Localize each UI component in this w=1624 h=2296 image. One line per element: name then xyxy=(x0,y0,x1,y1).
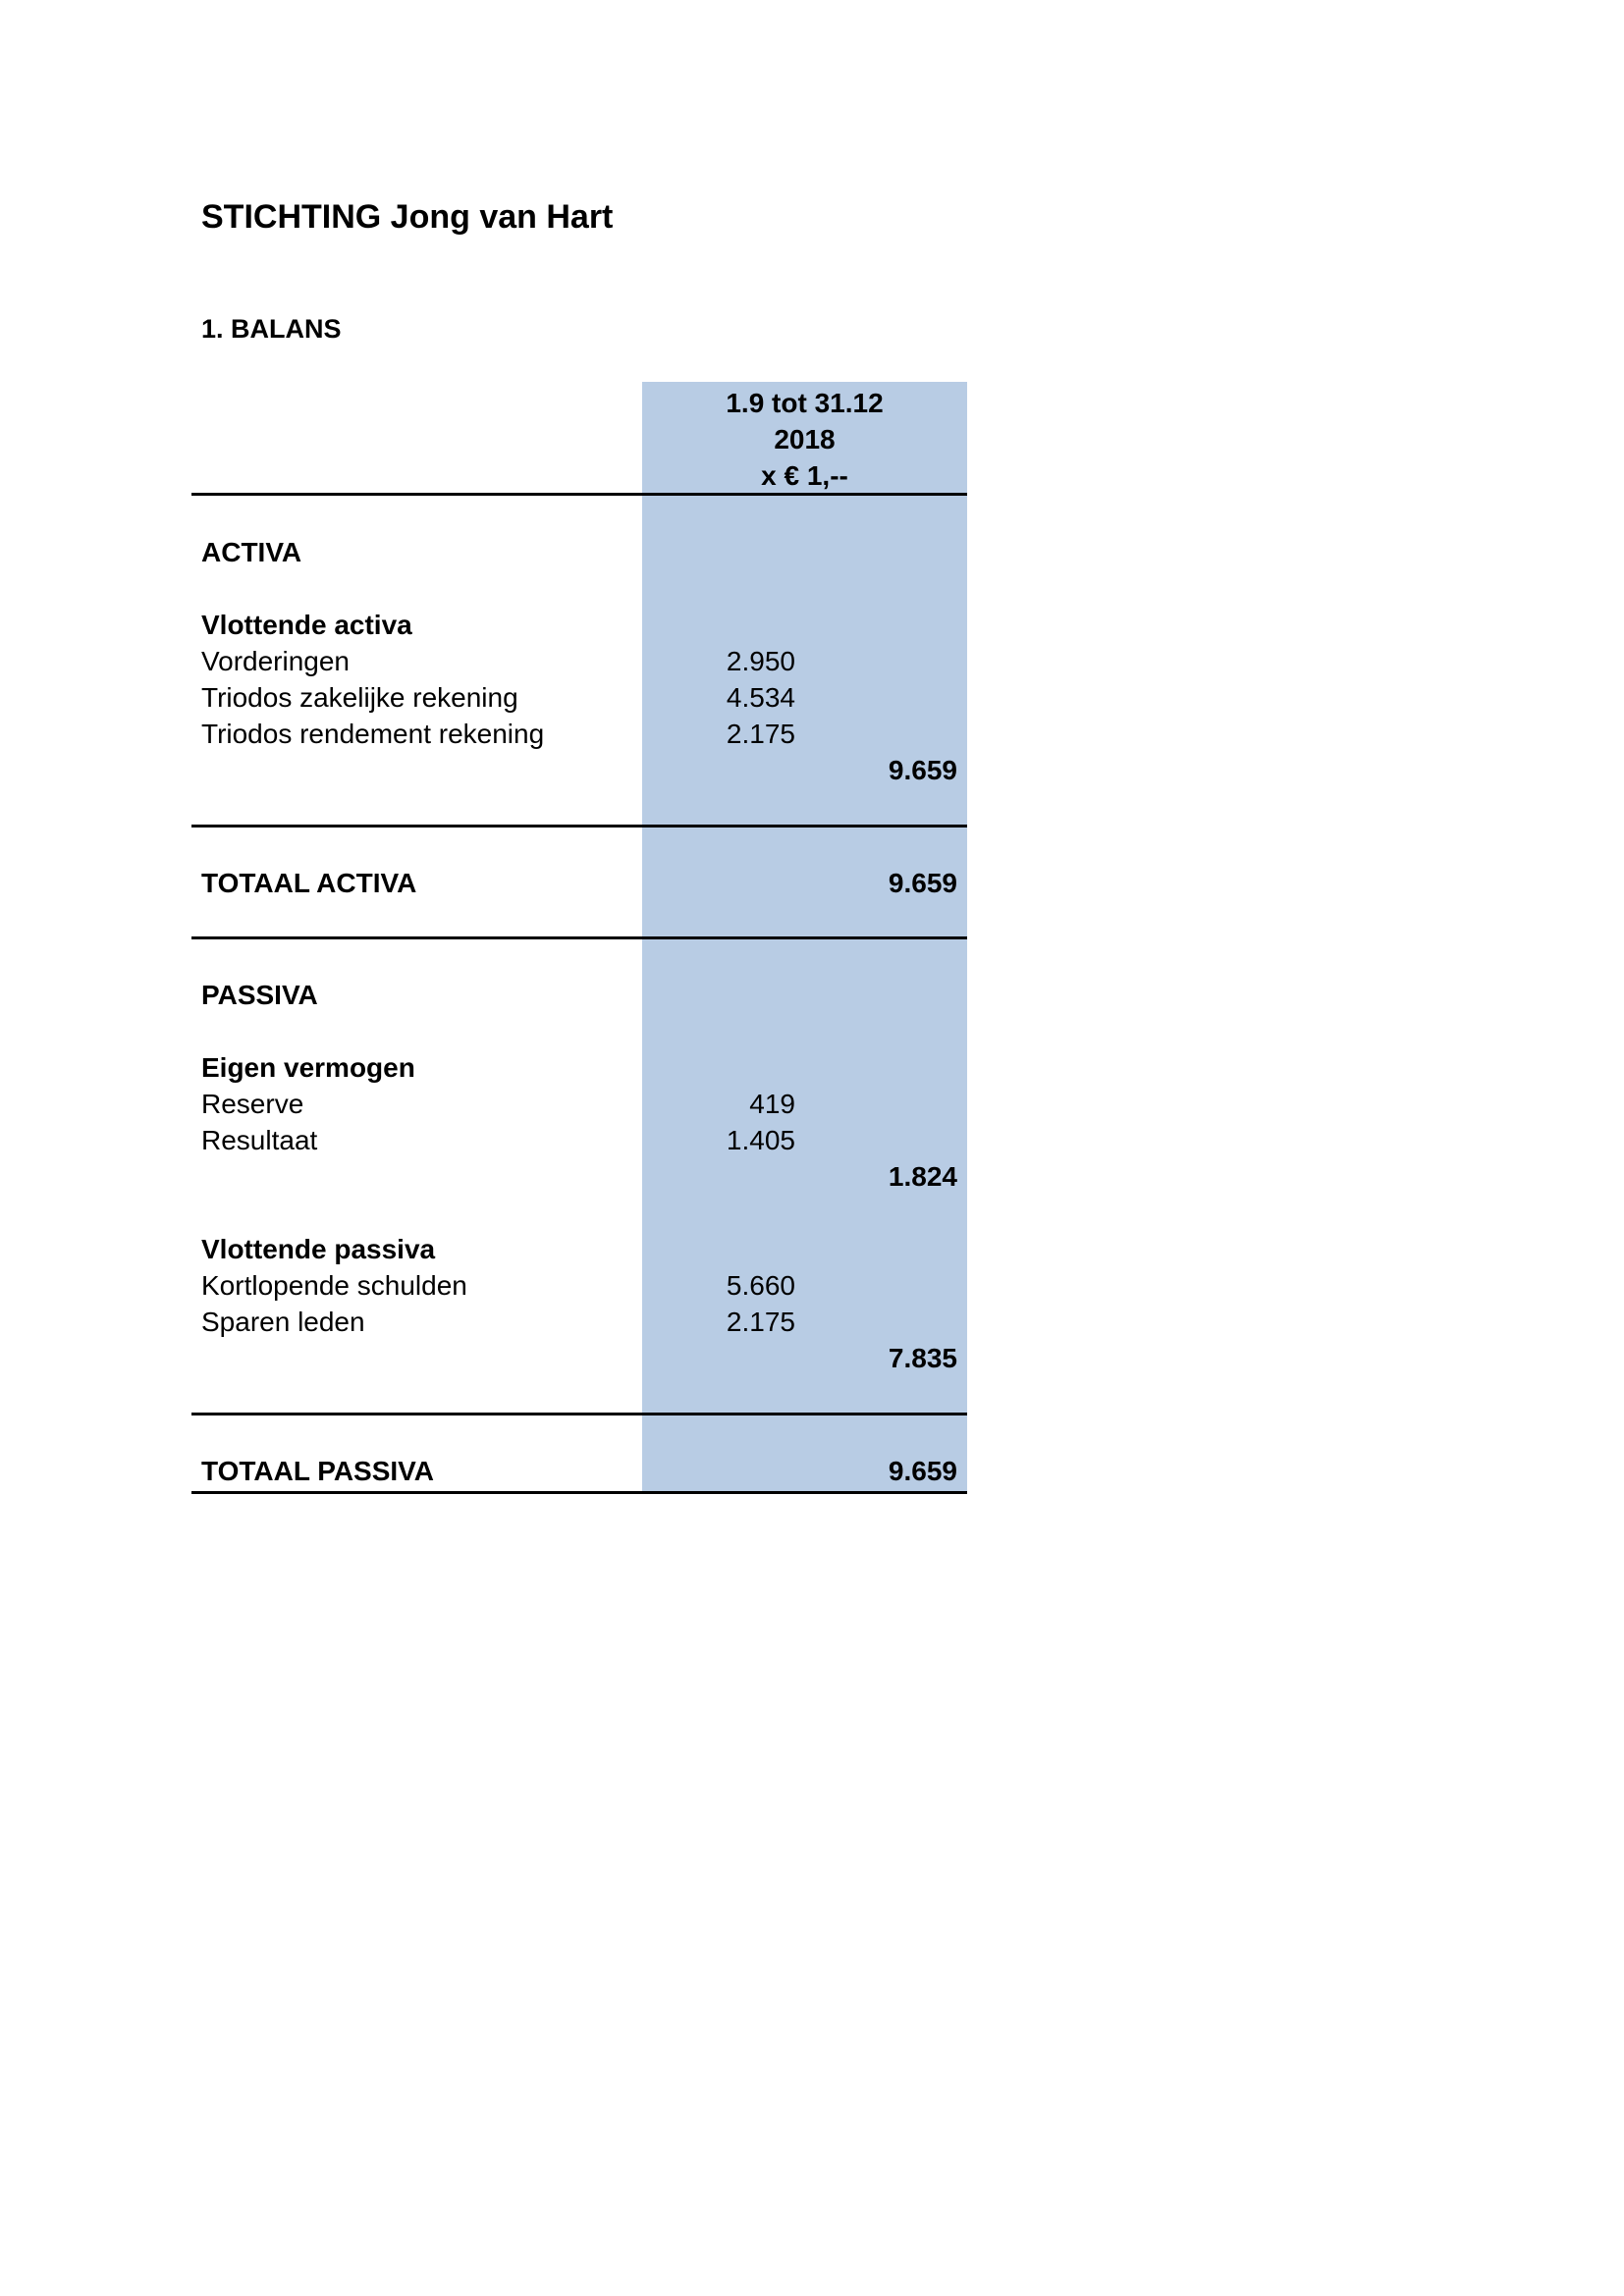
totaal-activa-divider xyxy=(191,936,967,939)
section-title: 1. BALANS xyxy=(201,314,342,344)
column-header-period: 1.9 tot 31.12 xyxy=(726,388,884,418)
header-divider xyxy=(191,493,967,496)
activa-heading: ACTIVA xyxy=(201,537,302,567)
passiva-divider xyxy=(191,1413,967,1415)
row-label-triodos-rendement: Triodos rendement rekening xyxy=(201,719,545,749)
page-title: STICHTING Jong van Hart xyxy=(201,198,614,236)
activa-subtotal: 9.659 xyxy=(888,755,957,785)
row-label-kortlopende-schulden: Kortlopende schulden xyxy=(201,1270,467,1301)
row-value-resultaat: 1.405 xyxy=(726,1125,795,1155)
eigen-vermogen-subtotal: 1.824 xyxy=(888,1161,957,1192)
totaal-passiva-label: TOTAAL PASSIVA xyxy=(201,1456,434,1486)
row-value-sparen-leden: 2.175 xyxy=(726,1307,795,1337)
totaal-passiva-underline xyxy=(191,1491,967,1494)
vlottende-passiva-title: Vlottende passiva xyxy=(201,1234,436,1264)
eigen-vermogen-title: Eigen vermogen xyxy=(201,1052,415,1083)
row-value-vorderingen: 2.950 xyxy=(726,646,795,676)
passiva-heading: PASSIVA xyxy=(201,980,318,1010)
row-label-reserve: Reserve xyxy=(201,1089,304,1119)
row-value-reserve: 419 xyxy=(749,1089,795,1119)
row-label-triodos-zakelijk: Triodos zakelijke rekening xyxy=(201,682,518,713)
totaal-passiva-value: 9.659 xyxy=(888,1456,957,1486)
row-label-resultaat: Resultaat xyxy=(201,1125,318,1155)
totaal-activa-label: TOTAAL ACTIVA xyxy=(201,868,417,898)
row-value-kortlopende-schulden: 5.660 xyxy=(726,1270,795,1301)
column-header-unit: x € 1,-- xyxy=(761,460,848,491)
totaal-activa-value: 9.659 xyxy=(888,868,957,898)
activa-divider xyxy=(191,825,967,828)
row-label-sparen-leden: Sparen leden xyxy=(201,1307,365,1337)
row-value-triodos-zakelijk: 4.534 xyxy=(726,682,795,713)
vlottende-passiva-subtotal: 7.835 xyxy=(888,1343,957,1373)
column-header-year: 2018 xyxy=(774,424,836,454)
vlottende-activa-title: Vlottende activa xyxy=(201,610,412,640)
row-label-vorderingen: Vorderingen xyxy=(201,646,351,676)
row-value-triodos-rendement: 2.175 xyxy=(726,719,795,749)
